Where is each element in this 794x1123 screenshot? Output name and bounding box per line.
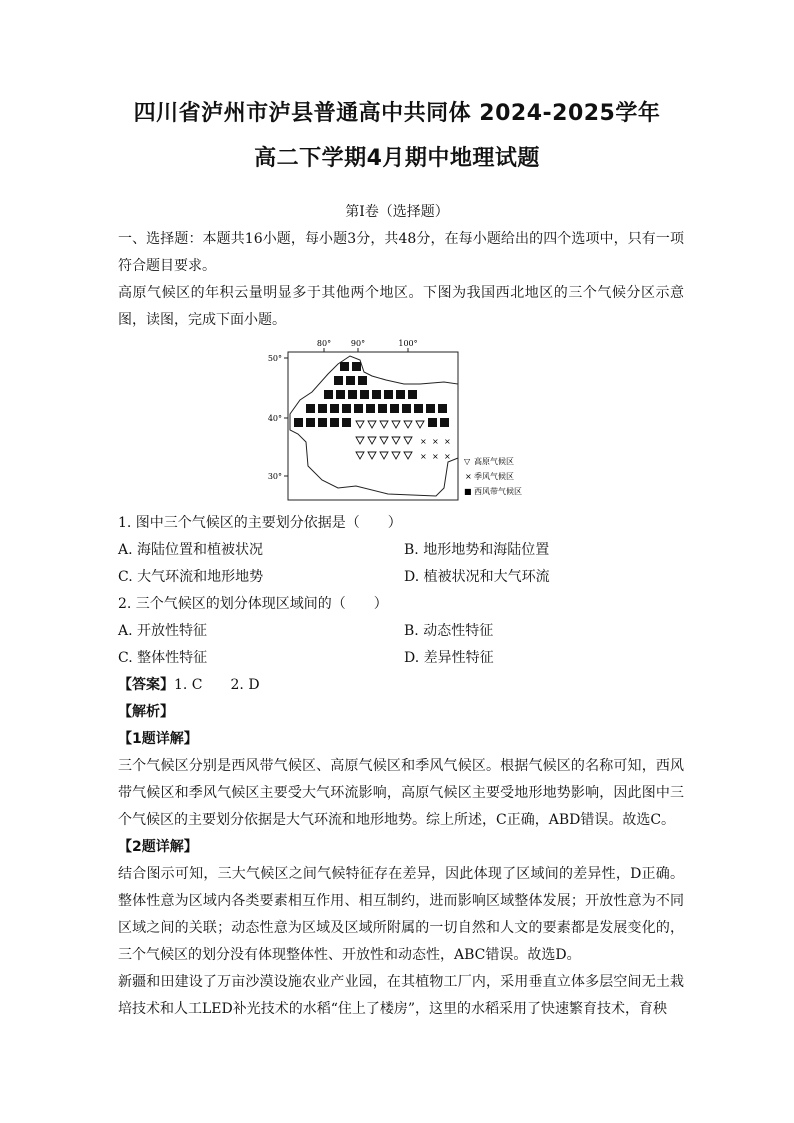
instructions: 一、选择题：本题共16小题，每小题3分，共48分，在每小题给出的四个选项中，只有一项符合题目要求。 — [118, 231, 684, 274]
legend-westerly-label: 西风带气候区 — [474, 487, 522, 496]
plateau-triangle — [368, 452, 376, 459]
q2-option-b[interactable]: B. 动态性特征 — [404, 623, 494, 639]
plateau-triangle — [404, 437, 412, 444]
monsoon-cross: × — [420, 437, 427, 446]
westerly-square — [378, 404, 387, 413]
map-legend — [464, 456, 522, 496]
lat-label-50: 50° — [268, 354, 282, 363]
plateau-triangle — [380, 437, 388, 444]
plateau-triangle — [356, 452, 364, 459]
section-header: 第I卷（选择题） — [345, 204, 449, 220]
westerly-square — [340, 362, 349, 371]
westerly-square — [306, 418, 315, 427]
westerly-square — [330, 404, 339, 413]
legend-plateau-symbol: ▽ — [464, 457, 471, 466]
q1-option-b[interactable]: B. 地形地势和海陆位置 — [404, 542, 550, 558]
legend-monsoon-symbol: × — [465, 472, 472, 481]
exam-title-line2: 高二下学期4月期中地理试题 — [254, 146, 540, 171]
climate-map — [268, 338, 568, 504]
westerly-square — [346, 376, 355, 385]
monsoon-cross: × — [444, 437, 451, 446]
next-question-intro: 新疆和田建设了万亩沙漠设施农业产业园，在其植物工厂内，采用垂直立体多层空间无土栽培技术和人工LED补光技术的水稻“住上了楼房”，这里的水稻采用了快速繁育技术，育秧 — [118, 974, 684, 1017]
q2-options-row2 — [118, 645, 684, 672]
westerly-square — [414, 404, 423, 413]
westerly-square — [438, 404, 447, 413]
plateau-triangle — [380, 452, 388, 459]
plateau-triangle — [416, 421, 424, 428]
westerly-square — [294, 418, 303, 427]
westerly-square — [334, 376, 343, 385]
analysis-tag: 【解析】 — [118, 704, 174, 720]
exam-title-line1: 四川省泸州市泸县普通高中共同体 2024-2025学年 — [133, 101, 661, 126]
answer-line — [118, 672, 684, 699]
westerly-square — [342, 418, 351, 427]
q1-option-a[interactable]: A. 海陆位置和植被状况 — [118, 542, 264, 558]
westerly-square — [354, 404, 363, 413]
westerly-square — [440, 418, 449, 427]
detail2-text: 结合图示可知，三大气候区之间气候特征存在差异，因此体现了区域间的差异性，D正确。整体性意为区域内各类要素相互作用、相互制约，进而影响区域整体发展；开放性意为不同区域之间的关联；动态性意为区域及区域所附属的一切自然和人文的要素都是发展变化的，三个气候区的划分没有体现整体性、开放性和动态性，ABC错误。故选D。 — [118, 866, 684, 963]
legend-westerly-symbol: ■ — [464, 487, 472, 496]
legend-plateau-label: 高原气候区 — [474, 457, 514, 466]
plateau-triangle — [392, 421, 400, 428]
document-body — [118, 226, 684, 1023]
monsoon-cross: × — [432, 452, 439, 461]
detail1-tag: 【1题详解】 — [118, 731, 198, 747]
lon-label-80: 80° — [316, 339, 332, 348]
q2-stem: 2. 三个气候区的划分体现区域间的（ ） — [118, 596, 388, 612]
westerly-square — [426, 404, 435, 413]
monsoon-cross: × — [432, 437, 439, 446]
q1-options-row2 — [118, 564, 684, 591]
q2-option-a[interactable]: A. 开放性特征 — [118, 623, 208, 639]
question-intro: 高原气候区的年积云量明显多于其他两个地区。下图为我国西北地区的三个气候分区示意图，读图，完成下面小题。 — [118, 285, 684, 328]
westerly-square — [342, 404, 351, 413]
detail1-text: 三个气候区分别是西风带气候区、高原气候区和季风气候区。根据气候区的名称可知，西风带气候区和季风气候区主要受大气环流影响，高原气候区主要受地形地势影响，因此图中三个气候区的主要划分依据是大气环流和地形地势。综上所述，C正确，ABD错误。故选C。 — [118, 758, 684, 828]
monsoon-cross: × — [444, 452, 451, 461]
westerly-square — [372, 390, 381, 399]
lon-label-90: 90° — [350, 339, 366, 348]
westerly-square — [360, 390, 369, 399]
plateau-triangle — [404, 452, 412, 459]
plateau-triangle — [380, 421, 388, 428]
westerly-square — [306, 404, 315, 413]
westerly-square — [366, 404, 375, 413]
westerly-square — [336, 390, 345, 399]
legend-monsoon-label: 季风气候区 — [474, 472, 514, 481]
westerly-square — [428, 418, 437, 427]
westerly-square — [318, 418, 327, 427]
q1-option-c[interactable]: C. 大气环流和地形地势 — [118, 569, 264, 585]
westerly-square — [330, 418, 339, 427]
westerly-square — [352, 362, 361, 371]
answer-text: 1. C 2. D — [174, 677, 260, 693]
plateau-triangle — [404, 421, 412, 428]
detail2-tag: 【2题详解】 — [118, 839, 198, 855]
q2-options-row1 — [118, 618, 684, 645]
q2-option-c[interactable]: C. 整体性特征 — [118, 650, 208, 666]
plateau-triangle — [392, 437, 400, 444]
plateau-triangle — [392, 452, 400, 459]
plateau-triangle — [368, 421, 376, 428]
plateau-climate-symbols — [356, 421, 424, 459]
monsoon-cross: × — [420, 452, 427, 461]
plateau-triangle — [356, 421, 364, 428]
westerly-square — [348, 390, 357, 399]
q1-option-d[interactable]: D. 植被状况和大气环流 — [404, 569, 550, 585]
lon-label-100: 100° — [398, 339, 418, 348]
q2-option-d[interactable]: D. 差异性特征 — [404, 650, 494, 666]
plateau-triangle — [368, 437, 376, 444]
q1-stem: 1. 图中三个气候区的主要划分依据是（ ） — [118, 515, 402, 531]
lat-label-40: 40° — [268, 414, 282, 423]
answer-tag: 【答案】 — [118, 677, 174, 693]
westerly-square — [318, 404, 327, 413]
westerly-square — [402, 404, 411, 413]
monsoon-climate-symbols — [420, 437, 451, 461]
plateau-triangle — [356, 437, 364, 444]
q1-options-row1 — [118, 537, 684, 564]
westerly-square — [384, 390, 393, 399]
westerly-square — [324, 390, 333, 399]
westerly-square — [358, 376, 367, 385]
westerly-climate-symbols — [294, 362, 449, 427]
westerly-square — [390, 404, 399, 413]
lat-label-30: 30° — [268, 472, 282, 481]
climate-map-figure — [118, 338, 684, 508]
westerly-square — [396, 390, 405, 399]
westerly-square — [408, 390, 417, 399]
